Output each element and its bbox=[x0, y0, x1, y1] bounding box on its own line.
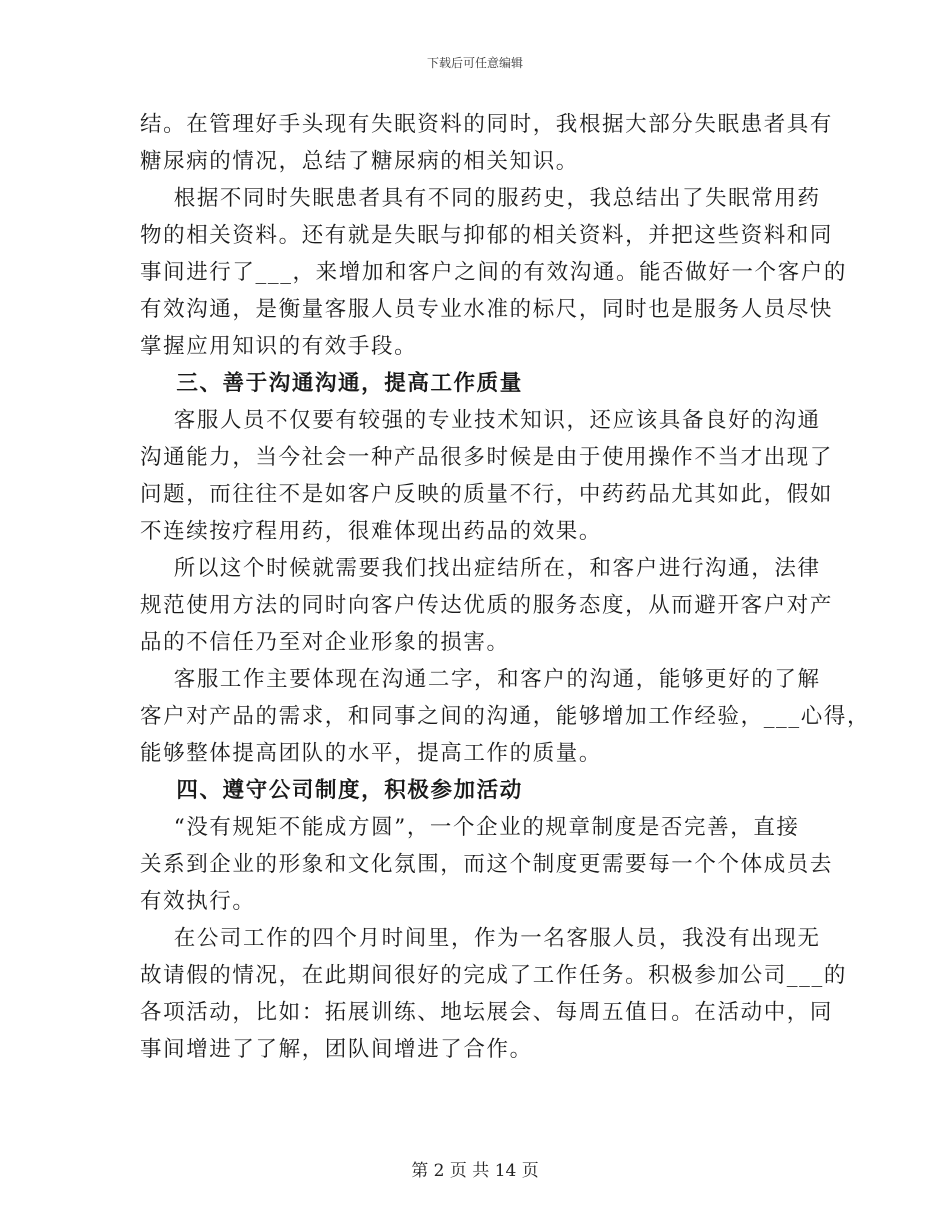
text-line: 沟通能力，当今社会一种产品很多时候是由于使用操作不当才出现了 bbox=[140, 445, 834, 470]
text-line: 客户对产品的需求，和同事之间的沟通，能够增加工作经验，___心得， bbox=[140, 704, 871, 729]
text-line: 在公司工作的四个月时间里，作为一名客服人员，我没有出现无 bbox=[140, 926, 821, 951]
text-line: 客服人员不仅要有较强的专业技术知识，还应该具备良好的沟通 bbox=[140, 408, 821, 433]
text-line: 问题，而往往不是如客户反映的质量不行，中药药品尤其如此，假如 bbox=[140, 482, 834, 507]
document-body bbox=[140, 106, 871, 1068]
text-line: 规范使用方法的同时向客户传达优质的服务态度，从而避开客户对产 bbox=[140, 593, 834, 618]
text-line: 有效执行。 bbox=[140, 889, 256, 914]
page-footer: 第 2 页 共 14 页 bbox=[411, 1161, 539, 1181]
text-line: 根据不同时失眠患者具有不同的服药史，我总结出了失眠常用药 bbox=[140, 186, 821, 211]
text-line: 所以这个时候就需要我们找出症结所在，和客户进行沟通，法律 bbox=[140, 556, 821, 581]
text-line: 故请假的情况，在此期间很好的完成了工作任务。积极参加公司___的 bbox=[140, 963, 847, 988]
text-line: 事间增进了了解，团队间增进了合作。 bbox=[140, 1037, 533, 1062]
text-line: 掌握应用知识的有效手段。 bbox=[140, 334, 418, 359]
text-line: 客服工作主要体现在沟通二字，和客户的沟通，能够更好的了解 bbox=[140, 667, 821, 692]
text-line: 事间进行了___，来增加和客户之间的有效沟通。能否做好一个客户的 bbox=[140, 260, 847, 285]
text-line: 有效沟通，是衡量客服人员专业水准的标尺，同时也是服务人员尽快 bbox=[140, 297, 834, 322]
text-line: 各项活动，比如：拓展训练、地坛展会、每周五值日。在活动中，同 bbox=[140, 1000, 834, 1025]
text-line: 不连续按疗程用药，很难体现出药品的效果。 bbox=[140, 519, 603, 544]
text-line: 物的相关资料。还有就是失眠与抑郁的相关资料，并把这些资料和同 bbox=[140, 223, 834, 248]
section-heading: 四、遵守公司制度，积极参加活动 bbox=[140, 778, 523, 803]
text-line: “没有规矩不能成方圆”，一个企业的规章制度是否完善，直接 bbox=[140, 815, 800, 840]
text-line: 糖尿病的情况，总结了糖尿病的相关知识。 bbox=[140, 149, 579, 174]
text-line: 关系到企业的形象和文化氛围，而这个制度更需要每一个个体成员去 bbox=[140, 852, 834, 877]
text-line: 品的不信任乃至对企业形象的损害。 bbox=[140, 630, 510, 655]
text-line: 能够整体提高团队的水平，提高工作的质量。 bbox=[140, 741, 603, 766]
page-header: 下载后可任意编辑 bbox=[426, 56, 523, 70]
section-heading: 三、善于沟通沟通，提高工作质量 bbox=[140, 371, 523, 396]
text-line: 结。在管理好手头现有失眠资料的同时，我根据大部分失眠患者具有 bbox=[140, 112, 834, 137]
